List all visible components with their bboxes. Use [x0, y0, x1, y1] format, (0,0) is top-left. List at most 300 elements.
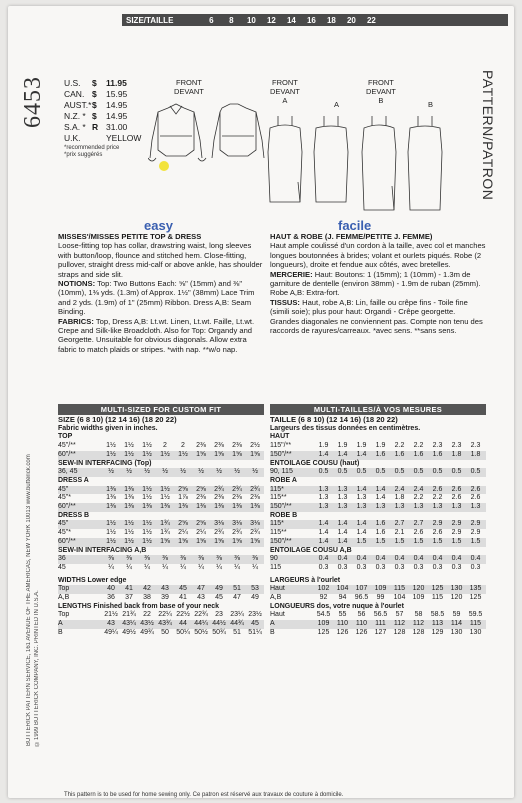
table-cell: 125	[431, 585, 444, 593]
table-cell: 1⅝	[232, 537, 242, 545]
table-row	[270, 486, 486, 495]
table-cell: 2⅜	[196, 494, 206, 502]
table-cell: 2.9	[470, 529, 481, 537]
table-cell: 45	[179, 585, 187, 593]
table-cell: 1½	[106, 529, 116, 537]
table-cell: 1.4	[337, 520, 348, 528]
row-label: 45"*	[58, 529, 71, 537]
table-cell: 44	[179, 620, 187, 628]
table-cell: 2¼	[178, 529, 188, 537]
table-cell: 2⅝	[178, 485, 188, 493]
table-cell: 36	[107, 594, 115, 602]
table-cell: 2.6	[451, 494, 462, 502]
table-cell: 2.2	[413, 442, 424, 450]
table-cell: 1½	[124, 529, 134, 537]
table-cell: 126	[355, 628, 368, 636]
table-cell: 1.6	[413, 450, 424, 458]
table-cell: 0.3	[394, 563, 405, 571]
table-row	[270, 620, 486, 629]
table-row	[270, 564, 486, 573]
table-cell: 107	[355, 585, 368, 593]
heading-easy: easy	[144, 218, 173, 233]
table-cell: 0.5	[451, 468, 462, 476]
table-cell: 59	[452, 611, 461, 619]
view-label-dress-b-front: FRONT DEVANT B	[366, 78, 396, 105]
table-cell: 0.3	[451, 563, 462, 571]
table-cell: 1.5	[394, 537, 405, 545]
table-section-header: DRESS B	[58, 511, 90, 519]
table-cell: ½	[180, 468, 186, 476]
table-cell: ⅜	[126, 555, 132, 563]
table-cell: 49¾	[140, 628, 154, 636]
table-cell: 1.8	[394, 494, 405, 502]
table-title-fr: MULTI-TAILLES/À VOS MESURES	[270, 404, 486, 415]
table-cell: 2.3	[451, 442, 462, 450]
table-cell: 0.5	[375, 468, 386, 476]
table-cell: 1½	[124, 450, 134, 458]
table-cell: 1⅝	[160, 537, 170, 545]
table-cell: 49¼	[104, 628, 118, 636]
table-cell: 1.4	[318, 529, 329, 537]
table-cell: 44½	[212, 620, 226, 628]
table-cell: 0.3	[337, 563, 348, 571]
table-row	[58, 494, 264, 503]
table-row	[58, 520, 264, 529]
table-cell: 58	[414, 611, 423, 619]
table-cell: 130	[450, 628, 463, 636]
table-cell: 1.9	[337, 442, 348, 450]
table-cell: 44¼	[194, 620, 208, 628]
table-cell: 43¼	[122, 620, 136, 628]
footer-notice: This pattern is to be used for home sewing only. Ce patron est réservé aux travaux de couture à domicile.	[64, 792, 344, 798]
table-cell: 125	[317, 628, 330, 636]
table-cell: 23½	[248, 611, 262, 619]
table-cell: 2.7	[413, 520, 424, 528]
table-row	[58, 585, 264, 594]
table-cell: 1⅜	[106, 494, 116, 502]
table-cell: 1⅜	[142, 503, 152, 511]
table-cell: 0.5	[337, 468, 348, 476]
table-cell: 1⅜	[232, 503, 242, 511]
row-label: A,B	[270, 594, 282, 602]
table-cell: 1.3	[337, 503, 348, 511]
table-row	[270, 494, 486, 503]
table-cell: ½	[252, 468, 258, 476]
table-cell: 2⅝	[178, 520, 188, 528]
table-cell: 1.3	[337, 494, 348, 502]
table-cell: 0.4	[375, 555, 386, 563]
table-cell: 2.6	[470, 494, 481, 502]
table-cell: 0.3	[375, 563, 386, 571]
table-cell: ¼	[198, 563, 204, 571]
table-cell: 1.4	[356, 520, 367, 528]
table-cell: 99	[376, 594, 385, 602]
table-cell: 1⅜	[214, 503, 224, 511]
table-cell: 3⅛	[214, 520, 224, 528]
table-cell: 129	[431, 628, 444, 636]
table-cell: 127	[374, 628, 387, 636]
table-section-header: SEW-IN INTERFACING A,B	[58, 546, 147, 554]
price-list	[64, 78, 142, 159]
table-row	[58, 503, 264, 512]
table-cell: 1¾	[160, 529, 170, 537]
table-cell: 1.3	[432, 503, 443, 511]
table-cell: 37	[125, 594, 133, 602]
price-row: U.K. YELLOW	[64, 133, 142, 143]
table-cell: 1½	[160, 450, 170, 458]
table-cell: 1⅝	[232, 450, 242, 458]
table-cell: 0.3	[413, 563, 424, 571]
table-cell: 112	[393, 620, 406, 628]
table-cell: 2.7	[394, 520, 405, 528]
table-cell: 94	[338, 594, 347, 602]
table-cell: 1⅜	[160, 503, 170, 511]
row-label: A,B	[58, 594, 70, 602]
table-cell: 1.5	[451, 537, 462, 545]
table-cell: 58.5	[430, 611, 445, 619]
table-subtitle: Largeurs des tissus données en centimètres.	[270, 424, 421, 432]
table-cell: 0.4	[432, 555, 443, 563]
table-title-en: MULTI-SIZED FOR CUSTOM FIT	[58, 404, 264, 415]
dress-b-drawing-icon	[352, 112, 452, 212]
table-cell: 0.5	[318, 468, 329, 476]
table-cell: 0.4	[413, 555, 424, 563]
table-cell: 23¼	[230, 611, 244, 619]
table-cell: 2.6	[470, 485, 481, 493]
row-label: 36	[58, 555, 66, 563]
table-cell: 1⅝	[178, 537, 188, 545]
table-cell: 1½	[142, 494, 152, 502]
table-cell: 1.3	[451, 503, 462, 511]
size-10: 10	[246, 15, 256, 25]
table-cell: 41	[125, 585, 133, 593]
table-cell: 49	[251, 594, 259, 602]
table-row	[270, 442, 486, 451]
table-row	[270, 520, 486, 529]
table-cell: 109	[317, 620, 330, 628]
table-cell: 3⅛	[250, 520, 260, 528]
table-section-header: WIDTHS Lower edge	[58, 576, 127, 584]
size-12: 12	[266, 15, 276, 25]
table-cell: 1⅝	[196, 450, 206, 458]
table-cell: 113	[431, 620, 444, 628]
row-label: 60"/**	[58, 537, 76, 545]
table-cell: 1.6	[394, 450, 405, 458]
fabrics-en: FABRICS: Top, Dress A,B: Lt.wt. Linen, Lt.wt. Faille, Lt.wt. Crepe and Silk-like Broadcloth. Also for Top: Organdy and Georgette. Unsuitable for obvious diagonals. Allow extra fabric to match plaids or stripes. *with nap. **w/o nap.	[58, 316, 255, 354]
table-cell: 50¾	[212, 628, 226, 636]
table-cell: 1.9	[356, 442, 367, 450]
description-en	[58, 232, 264, 354]
table-cell: ⅜	[252, 555, 258, 563]
pattern-envelope-back	[8, 6, 514, 798]
table-cell: 2¾	[250, 485, 260, 493]
row-label: 45"	[58, 485, 69, 493]
row-label: 115**	[270, 529, 287, 537]
table-cell: 2⅜	[214, 442, 224, 450]
table-cell: 2⅜	[232, 494, 242, 502]
table-cell: 112	[412, 620, 425, 628]
table-cell: ½	[144, 468, 150, 476]
table-cell: 1.9	[375, 442, 386, 450]
table-cell: 1.4	[318, 520, 329, 528]
table-cell: 1.4	[337, 537, 348, 545]
table-cell: 120	[412, 585, 425, 593]
table-cell: ¼	[234, 563, 240, 571]
table-cell: 47	[197, 585, 205, 593]
row-label: 90	[270, 555, 278, 563]
row-label: A	[58, 620, 63, 628]
table-cell: 43¾	[158, 620, 172, 628]
table-cell: 1.6	[375, 529, 386, 537]
row-label: 115*	[270, 485, 284, 493]
table-cell: 56	[357, 611, 366, 619]
table-cell: 1⅜	[124, 485, 134, 493]
table-row	[270, 451, 486, 460]
table-cell: 45	[215, 594, 223, 602]
table-cell: 92	[319, 594, 328, 602]
table-cell: 2.4	[413, 485, 424, 493]
table-cell: 1.6	[375, 520, 386, 528]
table-cell: 49½	[122, 628, 136, 636]
table-cell: 2.6	[451, 485, 462, 493]
table-cell: 22	[143, 611, 151, 619]
table-row	[58, 538, 264, 547]
table-row	[58, 451, 264, 460]
table-cell: 125	[469, 594, 482, 602]
table-cell: 2.9	[451, 529, 462, 537]
table-cell: 128	[412, 628, 425, 636]
table-cell: 1½	[106, 520, 116, 528]
table-cell: ⅜	[144, 555, 150, 563]
copyright: ©1999 BUTTERICK COMPANY, INC. PRINTED IN U.S.A.	[34, 590, 40, 746]
row-label: 115	[270, 563, 282, 571]
table-row	[58, 555, 264, 564]
table-cell: 1½	[142, 520, 152, 528]
view-label-dress-a-back: A	[334, 100, 340, 109]
table-cell: 1.4	[375, 485, 386, 493]
table-cell: 2	[163, 442, 167, 450]
table-cell: 2¾	[214, 485, 224, 493]
table-cell: 43	[161, 585, 169, 593]
row-label: 115*	[270, 520, 284, 528]
table-cell: 1.3	[356, 503, 367, 511]
table-cell: 115	[431, 594, 444, 602]
table-cell: 1½	[124, 537, 134, 545]
table-cell: 1.5	[356, 537, 367, 545]
table-cell: 1½	[160, 485, 170, 493]
table-cell: 0.5	[432, 468, 443, 476]
table-row	[270, 529, 486, 538]
table-cell: 0.5	[470, 468, 481, 476]
table-cell: 1½	[106, 450, 116, 458]
table-cell: 2⅜	[214, 494, 224, 502]
table-cell: 23	[215, 611, 223, 619]
table-cell: 0.3	[318, 563, 329, 571]
table-cell: ¼	[252, 563, 258, 571]
table-cell: 2¾	[214, 529, 224, 537]
row-label: 150"/**	[270, 503, 292, 511]
table-cell: 1½	[142, 442, 152, 450]
table-cell: 1.8	[451, 450, 462, 458]
table-cell: 2⅜	[196, 442, 206, 450]
table-cell: ½	[198, 468, 204, 476]
view-label-top-front: FRONT DEVANT	[174, 78, 204, 96]
mercerie-fr: MERCERIE: Haut: Boutons: 1 (15mm); 1 (10mm) - 1.3m de garniture de dentelle (environ 38mm) - 1.9m de ruban (25mm). Robe A,B: Extra-fort.	[270, 269, 481, 298]
table-cell: 2.4	[394, 485, 405, 493]
table-cell: 2.6	[432, 485, 443, 493]
table-cell: 1⅜	[106, 485, 116, 493]
table-section-header: DRESS A	[58, 476, 89, 484]
table-cell: 0.4	[318, 555, 329, 563]
size-strip-label: SIZE/TAILLE	[126, 15, 174, 25]
table-cell: 1.3	[375, 503, 386, 511]
table-cell: 2⅜	[250, 494, 260, 502]
table-cell: 2¾	[250, 529, 260, 537]
table-section-header: SEW-IN INTERFACING (Top)	[58, 459, 152, 467]
table-cell: 22¾	[194, 611, 208, 619]
table-cell: 0.4	[337, 555, 348, 563]
size-22: 22	[366, 15, 376, 25]
table-cell: 2½	[250, 442, 260, 450]
title-en: MISSES'/MISSES PETITE TOP & DRESS	[58, 232, 202, 241]
table-cell: 0.4	[451, 555, 462, 563]
price-row: U.S. $ 11.95	[64, 78, 127, 88]
table-cell: 1.9	[318, 442, 329, 450]
table-cell: 1.6	[432, 450, 443, 458]
table-cell: 1½	[106, 442, 116, 450]
row-label: Top	[58, 585, 70, 593]
table-cell: 110	[336, 620, 349, 628]
pattern-number: 6453	[20, 76, 46, 128]
table-cell: 50½	[194, 628, 208, 636]
table-cell: 0.3	[470, 563, 481, 571]
table-cell: 2⅜	[232, 442, 242, 450]
table-cell: 1⅜	[124, 494, 134, 502]
table-row	[270, 555, 486, 564]
table-row	[270, 611, 486, 620]
table-cell: ⅜	[180, 555, 186, 563]
table-cell: 1½	[142, 529, 152, 537]
table-cell: 54.5	[316, 611, 331, 619]
table-cell: 126	[336, 628, 349, 636]
table-cell: 1.3	[413, 503, 424, 511]
table-cell: 2.6	[413, 529, 424, 537]
table-cell: 0.4	[356, 555, 367, 563]
title-fr: HAUT & ROBE (J. FEMME/PETITE J. FEMME)	[270, 232, 433, 241]
table-row	[58, 442, 264, 451]
table-cell: 0.5	[413, 468, 424, 476]
table-cell: 1⅝	[250, 537, 260, 545]
table-cell: 1⅝	[214, 537, 224, 545]
row-label: A	[270, 620, 275, 628]
table-cell: 1.4	[356, 450, 367, 458]
table-cell: 43	[107, 620, 115, 628]
table-cell: 111	[375, 620, 386, 628]
table-cell: 1.3	[470, 503, 481, 511]
table-cell: 2⅝	[196, 520, 206, 528]
table-cell: 38	[143, 594, 151, 602]
table-row	[270, 594, 486, 603]
row-label: Haut	[270, 611, 285, 619]
table-cell: ¼	[216, 563, 222, 571]
table-cell: 1.5	[470, 537, 481, 545]
table-cell: ¼	[144, 563, 150, 571]
table-cell: 2¾	[232, 485, 242, 493]
table-cell: 45	[251, 620, 259, 628]
table-cell: 55	[338, 611, 347, 619]
price-row: CAN. $ 15.95	[64, 89, 128, 99]
table-section-header: ROBE B	[270, 511, 298, 519]
table-cell: 2.9	[451, 520, 462, 528]
table-cell: 104	[393, 594, 406, 602]
table-cell: ⅜	[216, 555, 222, 563]
table-cell: 51	[233, 585, 241, 593]
description-fr	[270, 232, 486, 335]
table-row	[58, 594, 264, 603]
table-cell: ¼	[126, 563, 132, 571]
table-row	[58, 620, 264, 629]
table-cell: 1.3	[318, 485, 329, 493]
pattern-patron-label: PATTERN/PATRON	[480, 70, 496, 201]
table-cell: 56.5	[373, 611, 388, 619]
table-cell: 1.4	[356, 485, 367, 493]
size-16: 16	[306, 15, 316, 25]
table-cell: 109	[412, 594, 425, 602]
table-cell: 1.4	[375, 494, 386, 502]
table-cell: 1½	[142, 485, 152, 493]
table-row	[270, 538, 486, 547]
table-cell: 2¾	[232, 529, 242, 537]
table-row	[58, 468, 264, 477]
table-cell: 120	[450, 594, 463, 602]
table-cell: 1.3	[318, 494, 329, 502]
table-cell: 2.2	[394, 442, 405, 450]
table-cell: 21¾	[122, 611, 136, 619]
table-cell: 1.3	[337, 485, 348, 493]
table-section-header: ENTOILAGE COUSU A,B	[270, 546, 352, 554]
yardage-table-fr	[270, 416, 486, 638]
top-drawing-icon	[148, 100, 268, 174]
view-label-dress-a-front: FRONT DEVANT A	[270, 78, 300, 105]
row-label: 45	[58, 563, 66, 571]
table-cell: 128	[393, 628, 406, 636]
heading-facile: facile	[338, 218, 372, 233]
size-18: 18	[326, 15, 336, 25]
table-cell: 1.3	[356, 494, 367, 502]
table-cell: 0.3	[432, 563, 443, 571]
table-cell: 0.4	[394, 555, 405, 563]
table-cell: 1.5	[432, 537, 443, 545]
table-cell: 2.3	[470, 442, 481, 450]
price-row: N.Z. * $ 14.95	[64, 111, 128, 121]
table-section-header: ROBE A	[270, 476, 297, 484]
table-cell: 1.6	[375, 450, 386, 458]
size-strip	[122, 14, 508, 26]
table-cell: 1¾	[160, 520, 170, 528]
row-label: 150"/**	[270, 537, 292, 545]
row-label: 115**	[270, 494, 287, 502]
row-label: Top	[58, 611, 70, 619]
table-cell: 50	[161, 628, 169, 636]
table-cell: 1.3	[318, 503, 329, 511]
row-label: 45"/**	[58, 442, 76, 450]
row-label: Haut	[270, 585, 285, 593]
table-cell: 41	[179, 594, 187, 602]
table-cell: 1⅜	[106, 503, 116, 511]
table-subtitle: Fabric widths given in inches.	[58, 424, 158, 432]
table-cell: 1.4	[318, 537, 329, 545]
table-cell: 53	[251, 585, 259, 593]
